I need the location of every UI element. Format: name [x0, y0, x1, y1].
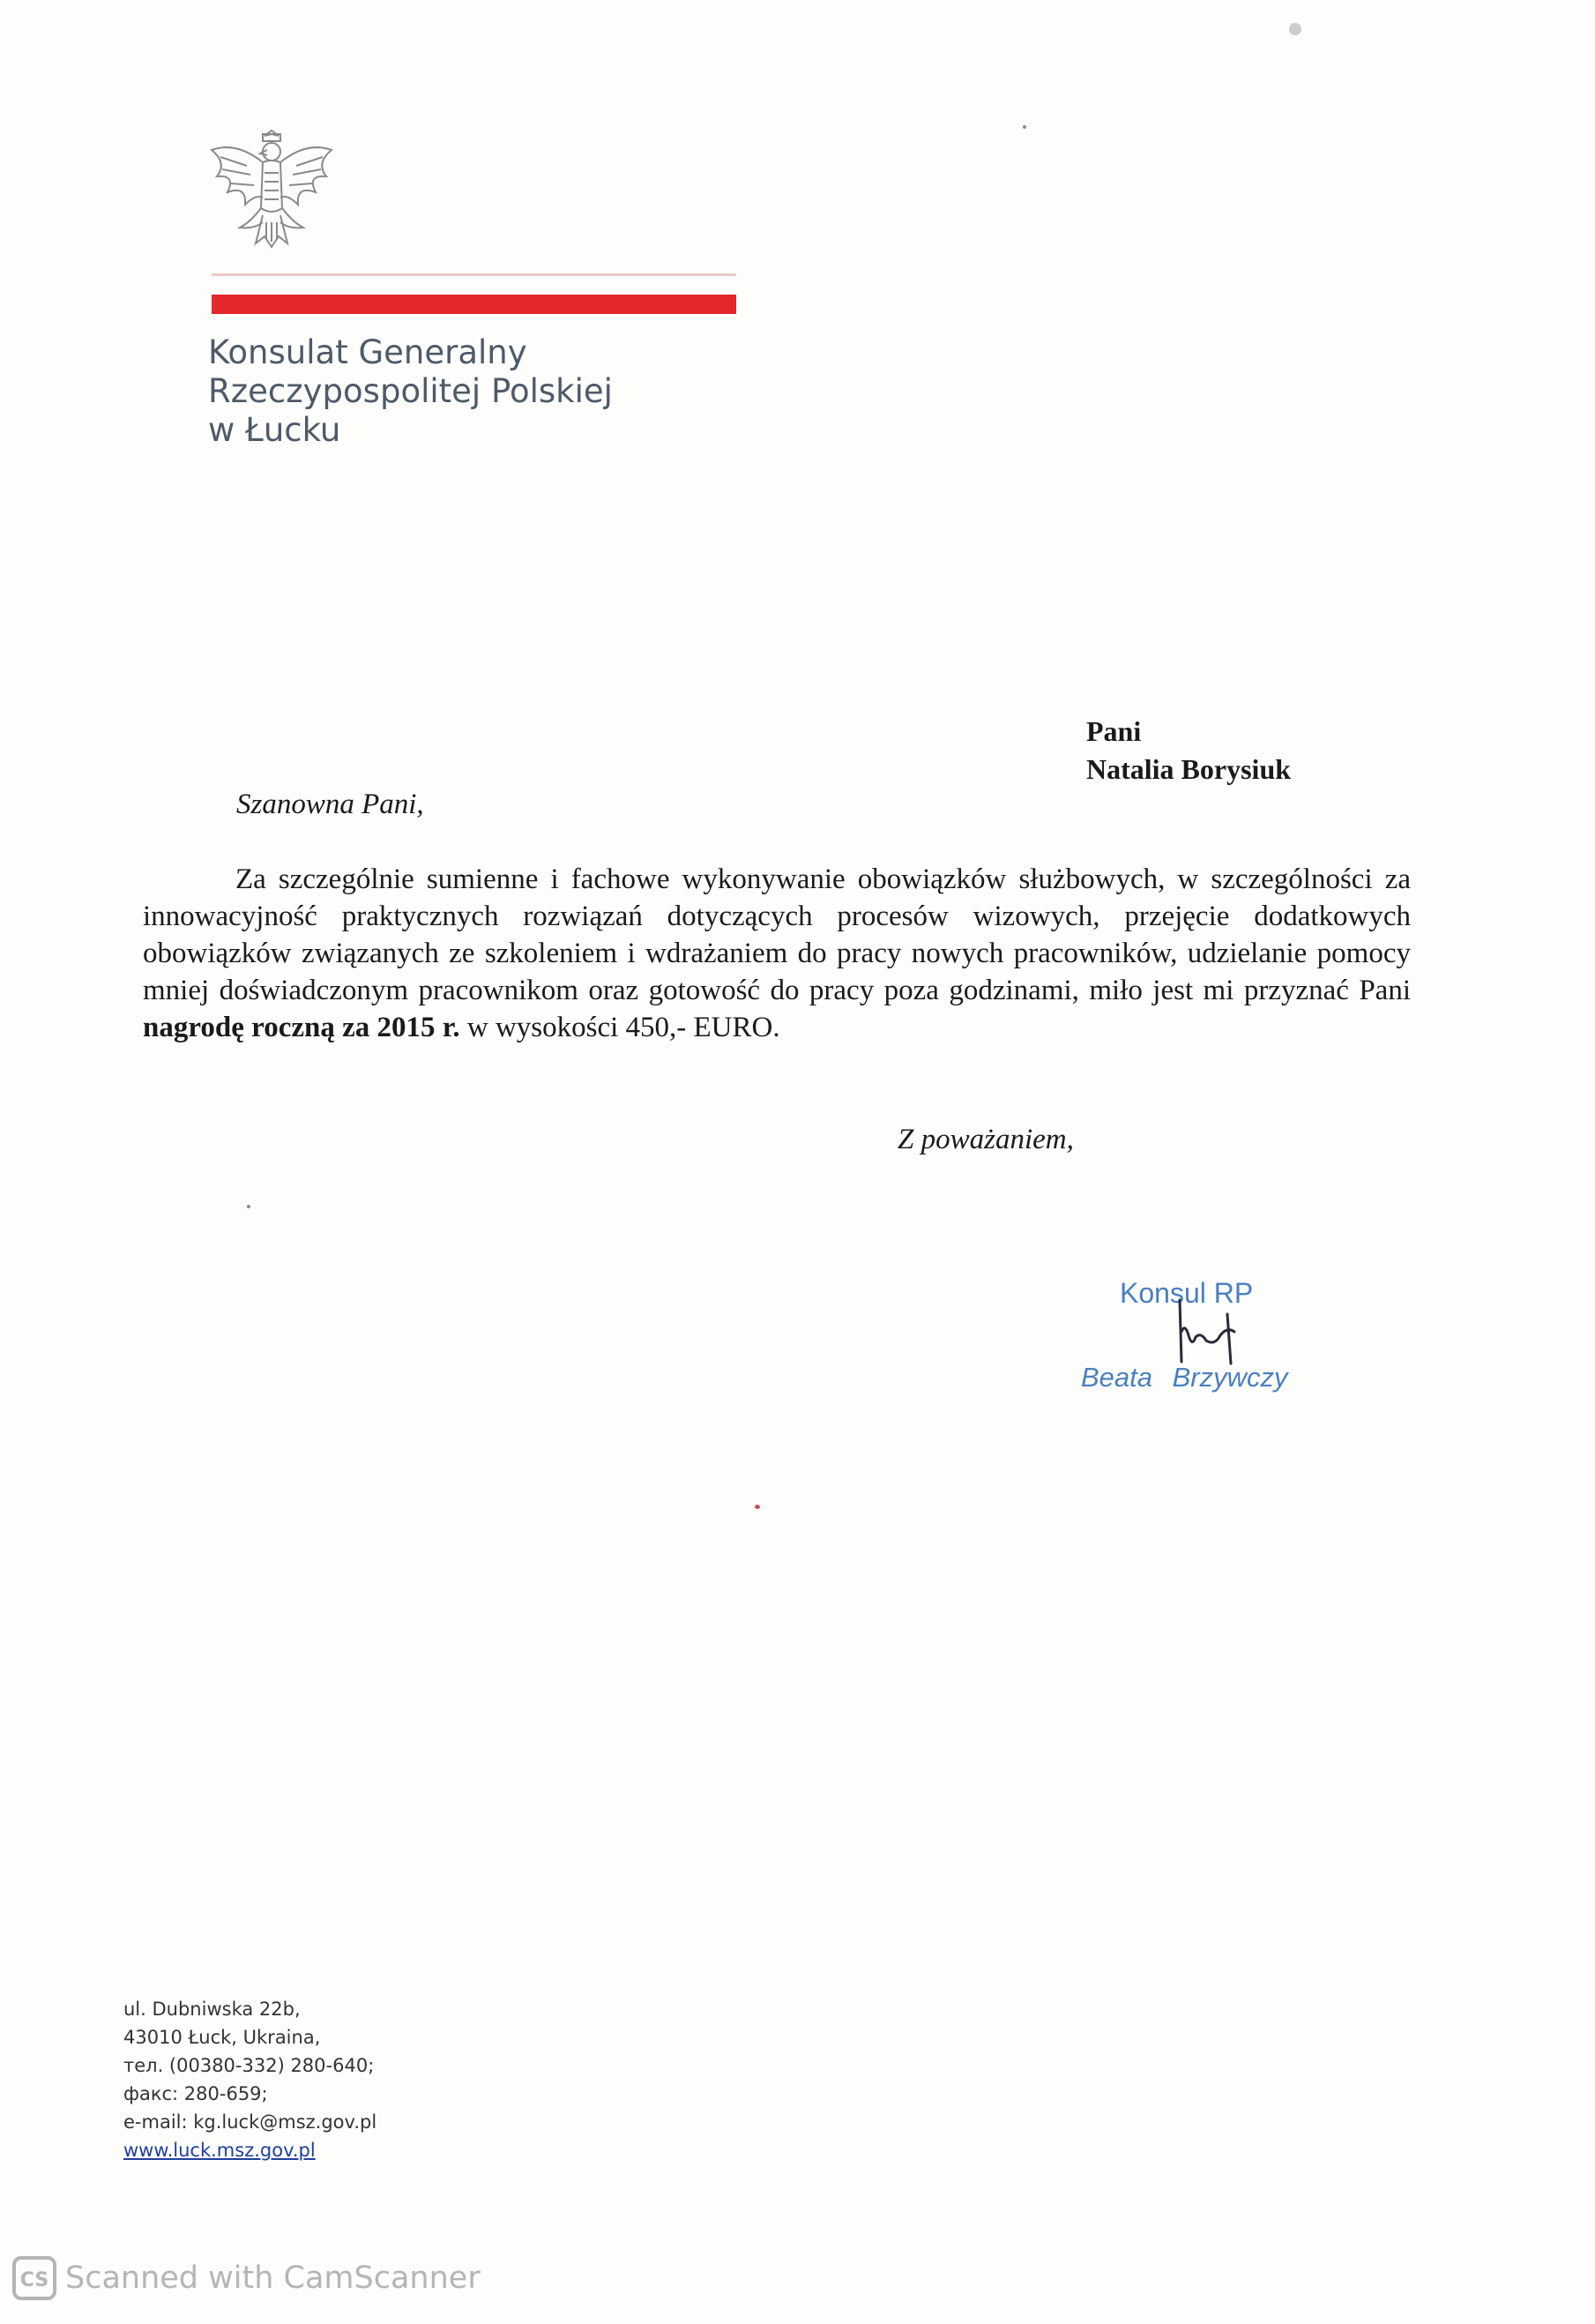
scan-speck — [1023, 125, 1026, 129]
letter-greeting: Szanowna Pani, — [236, 788, 424, 820]
scan-speck — [1289, 23, 1301, 35]
letterhead-thin-rule — [212, 273, 736, 276]
scan-speck — [755, 1505, 760, 1509]
body-emphasis: nagrodę roczną za 2015 r. — [143, 1012, 460, 1043]
svg-text:CS: CS — [19, 2269, 49, 2291]
footer-address — [123, 1995, 376, 2164]
recipient-salutation: Pani — [1086, 715, 1142, 747]
body-intro: Za szczególnie sumienne i fachowe wykonywanie obowiązków służbowych, w szczególności za innowacyjność praktycznych rozwiązań dotyczących procesów wizowych, przejęcie dodatkowych obowiązków związanych ze szkoleniem i wdrażaniem do pracy nowych pracowników, udzielanie pomocy mniej doświadczonym pracownikom oraz gotowość do pracy poza godzinami, miło jest mi przyznać Pani — [143, 863, 1411, 1006]
address-email: e-mail: kg.luck@msz.gov.pl — [123, 2111, 377, 2133]
institution-name — [208, 333, 613, 450]
recipient-block — [1086, 713, 1291, 788]
letterhead-red-rule — [212, 295, 736, 314]
institution-line: Konsulat Generalny — [208, 333, 527, 371]
institution-line: w Łucku — [208, 411, 341, 449]
camscanner-logo-icon — [12, 2256, 56, 2300]
recipient-name: Natalia Borysiuk — [1086, 753, 1292, 785]
body-outro: w wysokości 450,- EURO. — [459, 1012, 780, 1043]
polish-eagle-emblem-icon — [201, 123, 342, 251]
camscanner-watermark — [12, 2256, 481, 2300]
address-city: 43010 Łuck, Ukraina, — [123, 2027, 321, 2048]
watermark-text: Scanned with CamScanner — [65, 2260, 481, 2296]
address-website-link[interactable]: www.luck.msz.gov.pl — [123, 2140, 316, 2161]
address-street: ul. Dubniwska 22b, — [123, 1999, 301, 2020]
handwritten-signature-icon — [1166, 1297, 1254, 1367]
scan-speck — [247, 1205, 250, 1208]
letter-body — [143, 861, 1411, 1046]
letter-closing: Z poważaniem, — [898, 1124, 1074, 1155]
stamp-name: Beata Brzywczy — [1081, 1362, 1288, 1393]
institution-line: Rzeczypospolitej Polskiej — [208, 372, 613, 410]
address-phone: тел. (00380-332) 280-640; — [123, 2055, 375, 2076]
stamp-title: Konsul RP — [1120, 1277, 1254, 1309]
address-fax: факс: 280-659; — [123, 2083, 268, 2104]
